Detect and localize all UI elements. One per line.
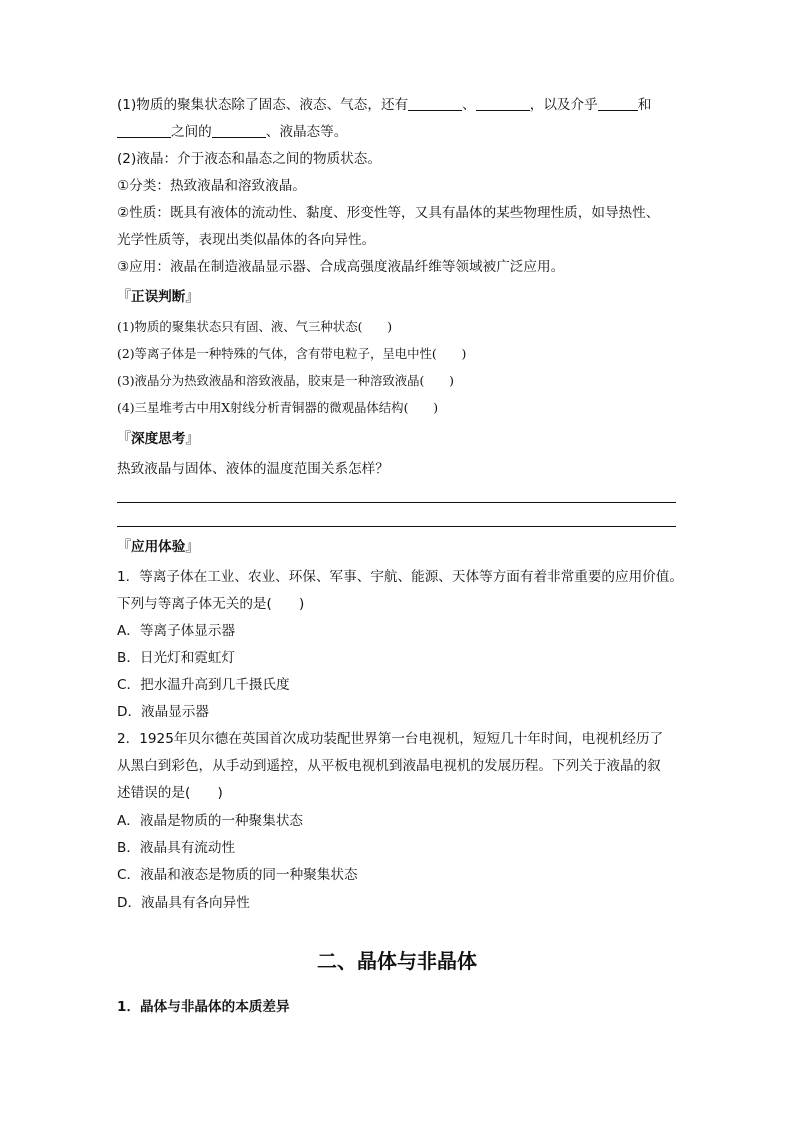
intro-text: 和 [637,97,652,113]
question-2-line-2: 从黑白到彩色，从手动到遥控，从平板电视机到液晶电视机的发展历程。下列关于液晶的叙 [117,758,661,774]
fill-blank [117,124,171,138]
intro-text: 、液晶态等。 [265,124,348,140]
fill-blank [408,97,462,111]
judgement-item-1: (1)物质的聚集状态只有固、液、气三种状态( ) [117,319,393,334]
liquid-crystal-property-2: 光学性质等，表现出类似晶体的各向异性。 [117,232,376,248]
deep-thinking-question: 热致液晶与固体、液体的温度范围关系怎样？ [117,461,389,477]
answer-line [117,502,676,503]
question-1-option-c: C．把水温升高到几千摄氏度 [117,677,290,693]
judgement-item-3: (3)液晶分为热致液晶和溶致液晶，胶束是一种溶致液晶( ) [117,373,454,388]
section-2-subheading: 1．晶体与非晶体的本质差异 [117,999,290,1015]
liquid-crystal-application: ③应用：液晶在制造液晶显示器、合成高强度液晶纤维等领域被广泛应用。 [117,259,565,275]
question-2-option-b: B．液晶具有流动性 [117,840,236,856]
intro-text: ，以及介乎 [529,97,598,113]
fill-blank [212,124,266,138]
question-1-option-b: B．日光灯和霓虹灯 [117,650,236,666]
intro-line-1 [117,96,651,114]
question-2-line-3: 述错误的是( ) [117,785,223,801]
question-1-option-a: A．等离子体显示器 [117,623,236,639]
fill-blank [598,97,638,111]
intro-text: 、 [462,97,476,113]
judgement-item-4: (4)三星堆考古中用X射线分析青铜器的微观晶体结构( ) [117,400,439,415]
intro-text: (1)物质的聚集状态除了固态、液态、气态，还有 [117,97,409,113]
intro-text: 之间的 [171,124,212,140]
section-2-title: 二、晶体与非晶体 [317,949,477,973]
question-2-option-c: C．液晶和液态是物质的同一种聚集状态 [117,867,358,883]
question-1-line-1: 1．等离子体在工业、农业、环保、军事、宇航、能源、天体等方面有着非常重要的应用价值。 [117,569,683,585]
judgement-item-2: (2)等离子体是一种特殊的气体，含有带电粒子，呈电中性( ) [117,346,467,361]
question-2-option-a: A．液晶是物质的一种聚集状态 [117,813,304,829]
question-1-option-d: D．液晶显示器 [117,704,210,720]
question-2-option-d: D．液晶具有各向异性 [117,895,250,911]
question-2-line-1: 2．1925年贝尔德在英国首次成功装配世界第一台电视机，短短几十年时间，电视机经历了 [117,731,664,747]
liquid-crystal-property-1: ②性质：既具有液体的流动性、黏度、形变性等，又具有晶体的某些物理性质，如导热性、 [117,205,660,221]
answer-line [117,526,676,527]
judgement-heading: 『正误判断』 [117,289,200,305]
question-1-line-2: 下列与等离子体无关的是( ) [117,596,305,612]
fill-blank [476,97,530,111]
liquid-crystal-classification: ①分类：热致液晶和溶致液晶。 [117,178,306,194]
deep-thinking-heading: 『深度思考』 [117,431,200,447]
liquid-crystal-definition: (2)液晶：介于液态和晶态之间的物质状态。 [117,151,381,167]
application-heading: 『应用体验』 [117,539,200,555]
intro-line-2 [117,123,347,141]
